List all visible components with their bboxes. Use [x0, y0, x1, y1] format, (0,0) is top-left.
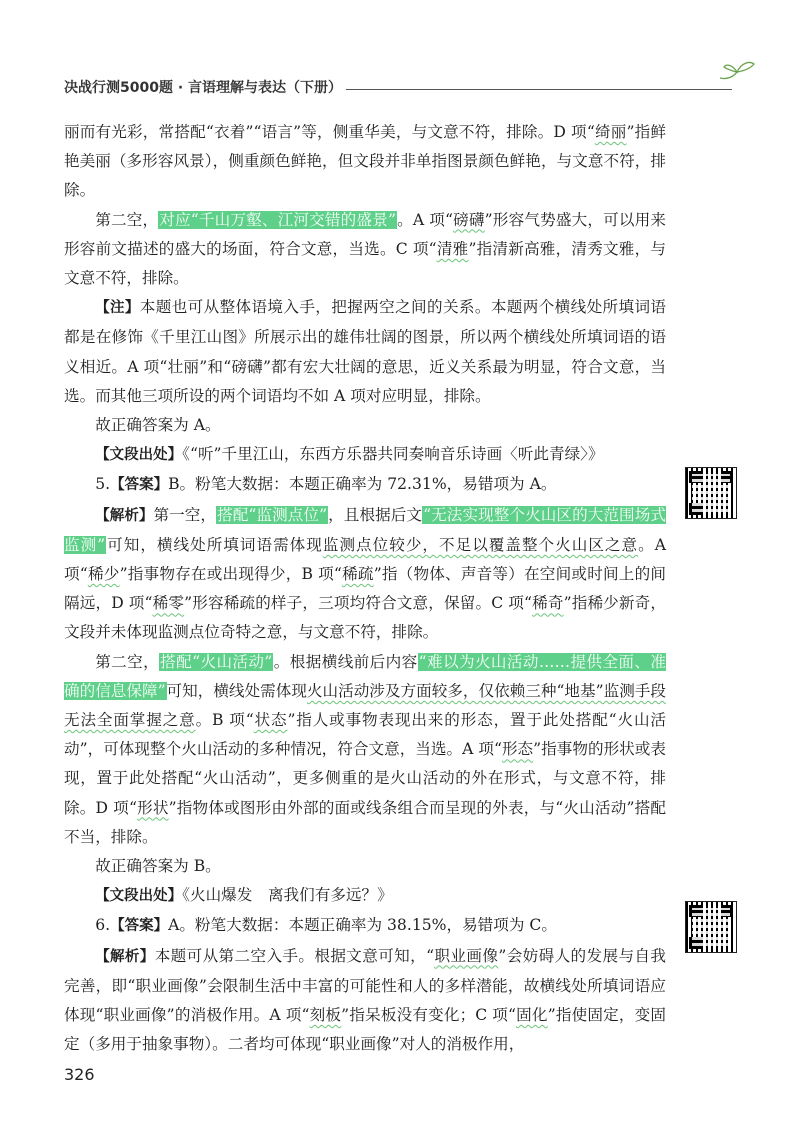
- answer-tag: 【答案】: [110, 918, 169, 935]
- analysis-tag: 【解析】: [95, 507, 154, 524]
- answer-explanations: [64, 118, 666, 1060]
- note-tag: 【注】: [95, 300, 140, 317]
- qr-code-icon[interactable]: [686, 902, 736, 952]
- paragraph-q6-analysis: 【解析】本题可从第二空入手。根据文意可知，“职业画像”会妨碍人的发展与自我完善，即“职业画像”会限制生活中丰富的可能性和人的多样潜能，故横线处所填词语应体现“职业画像”的消极作用。A 项“刻板”指呆板没有变化；C 项“固化”指使固定，变固定（多用于抽象事物）。二者均可体现“职业画像”对人的消极作用，: [64, 946, 666, 1054]
- qr-code-icon[interactable]: [686, 468, 736, 518]
- paragraph-q4-source: 【文段出处】《“听”千里江山，东西方乐器共同奏响音乐诗画〈听此青绿〉》: [95, 445, 604, 464]
- highlight: 搭配“火山活动”: [160, 652, 273, 671]
- highlight: 对应“千山万壑、江河交错的盛景”: [159, 210, 396, 229]
- header-title: 决战行测5000题 · 言语理解与表达（下册）: [64, 80, 343, 96]
- running-header: [64, 76, 744, 100]
- paragraph-q4-note: 【注】本题也可从整体语境入手，把握两空之间的关系。本题两个横线处所填词语都是在修饰《千里江山图》所展示出的雄伟壮阔的图景，所以两个横线处所填词语的语义相近。A 项“壮丽”和“磅礴”都有宏大壮阔的意思，近义关系最为明显，符合文意，当选。而其他三项所设的两个词语均不如 A 项对应明显，排除。: [64, 298, 666, 405]
- paragraph-q5-blank2: 第二空，搭配“火山活动”。根据横线前后内容“难以为火山活动……提供全面、准确的信息保障”可知，横线处需体现火山活动涉及方面较多，仅依赖三种“地基”监测手段无法全面掌握之意。B 项“状态”指人或事物表现出来的形态，置于此处搭配“火山活动”，可体现整个火山活动的多种情况，符合文意，当选。A 项“形态”指事物的形状或表现，置于此处搭配“火山活动”，更多侧重的是火山活动的外在形式，与文意不符，排除。D 项“形状”指物体或图形由外部的面或线条组合而呈现的外表，与“火山活动”搭配不当，排除。: [64, 652, 666, 846]
- question-5-answer: 5.【答案】B。粉笔大数据：本题正确率为 72.31%，易错项为 A。: [95, 475, 557, 494]
- paragraph-q4-answer: 故正确答案为 A。: [95, 416, 221, 435]
- page-number: 326: [64, 1065, 95, 1084]
- paragraph-q5-analysis: 【解析】第一空，搭配“监测点位”，且根据后文“无法实现整个火山区的大范围场式监测”可知，横线处所填词语需体现监测点位较少，不足以覆盖整个火山区之意。A 项“稀少”指事物存在或出现得少，B 项“稀疏”指（物体、声音等）在空间或时间上的间隔远，D 项“稀零”形容稀疏的样子，三项均符合文意，保留。C 项“稀奇”指稀少新奇，文段并未体现监测点位奇特之意，与文意不符，排除。: [64, 505, 666, 642]
- analysis-tag: 【解析】: [95, 948, 155, 965]
- header-rule: [346, 89, 732, 90]
- highlight: “难以为火山活动……提供全面、准确的信息保障”: [64, 652, 666, 700]
- paragraph-q4-blank2: 第二空，对应“千山万壑、江河交错的盛景”。A 项“磅礴”形容气势盛大，可以用来形容前文描述的盛大的场面，符合文意，当选。C 项“清雅”指清新高雅，清秀文雅，与文意不符，排除。: [64, 210, 666, 288]
- paragraph-q5-answer: 故正确答案为 B。: [95, 857, 221, 876]
- highlight: 搭配“监测点位”: [217, 505, 328, 524]
- source-tag: 【文段出处】: [95, 888, 183, 905]
- leaf-sprout-icon: [718, 58, 758, 84]
- answer-tag: 【答案】: [110, 477, 169, 494]
- paragraph-q5-source: 【文段出处】《火山爆发 离我们有多远？》: [95, 886, 393, 905]
- highlight: “无法实现整个火山区的大范围场式监测”: [64, 505, 666, 554]
- source-tag: 【文段出处】: [95, 447, 183, 464]
- paragraph-q4-blank1-end: 丽而有光彩，常搭配“衣着”“语言”等，侧重华美，与文意不符，排除。D 项“绮丽”指鲜艳美丽（多形容风景），侧重颜色鲜艳，但文段并非单指图景颜色鲜艳，与文意不符，排除。: [64, 123, 666, 200]
- question-6-answer: 6.【答案】A。粉笔大数据：本题正确率为 38.15%，易错项为 C。: [95, 916, 557, 935]
